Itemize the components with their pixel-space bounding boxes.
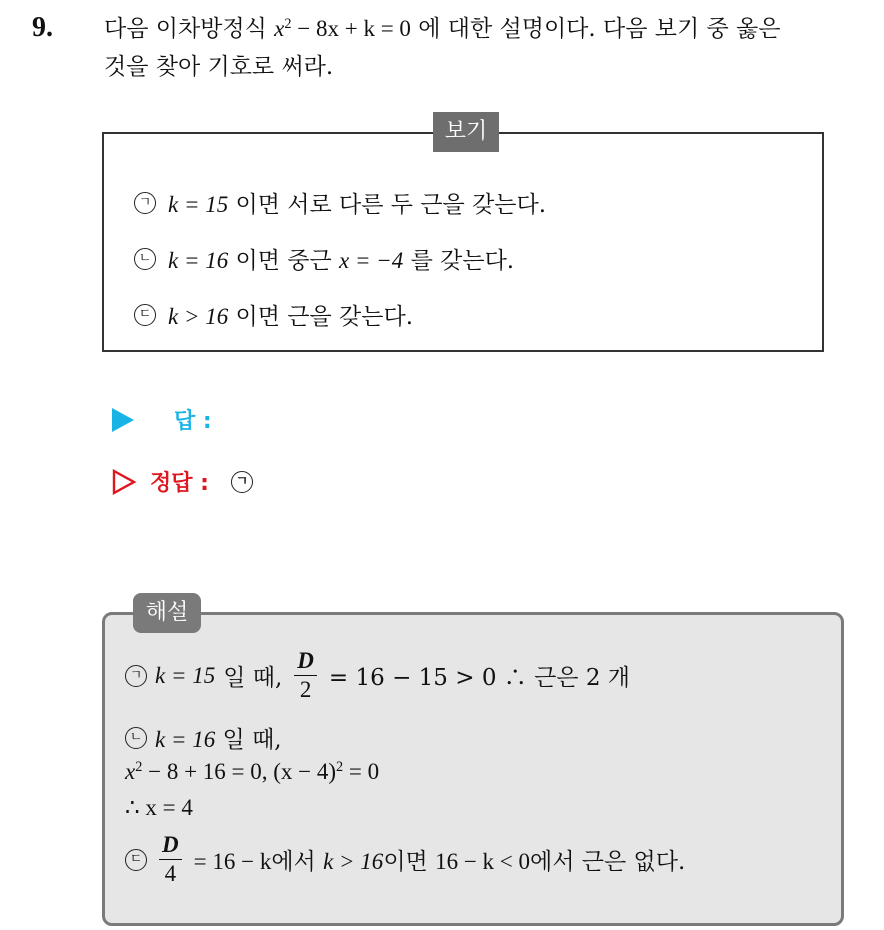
bogi-item-3: [134, 298, 413, 331]
correct-answer-row: [112, 466, 253, 497]
explanation-line-1-text: 일 때,: [223, 665, 283, 692]
explanation-line-5-text-f: 에서 근은 없다.: [530, 849, 686, 876]
explanation-line-1-math: k = 15: [155, 662, 216, 688]
question-text: [104, 10, 874, 86]
explanation-line-5: [125, 833, 685, 886]
equation-rest: − 8x + k = 0: [291, 16, 411, 41]
explanation-line-3-rest2: = 0: [343, 759, 380, 784]
fraction-denominator: 2: [299, 677, 312, 703]
bogi-item-2-math2: x = −4: [339, 248, 404, 273]
answer-row: [112, 404, 212, 435]
play-filled-icon: [112, 408, 134, 432]
answer-label: 답 :: [174, 409, 212, 434]
explanation-line-5-math-a: = 16 − k: [193, 849, 272, 875]
circled-digeut-marker: ㄷ: [125, 849, 147, 871]
bogi-item-2: [134, 242, 514, 275]
correct-answer-label: 정답 :: [150, 471, 209, 496]
bogi-item-2-math: k = 16: [168, 248, 229, 273]
circled-digeut-marker: ㄷ: [134, 304, 156, 326]
bogi-box: [102, 119, 824, 352]
explanation-line-2-math: k = 16: [155, 727, 216, 752]
explanation-line-5-math-c: k > 16: [323, 849, 384, 875]
explanation-line-5-math-e: 16 − k < 0: [435, 849, 531, 875]
explanation-line-1: [125, 649, 630, 702]
explanation-box: [102, 600, 844, 926]
bogi-item-1-math: k = 15: [168, 192, 229, 217]
fraction-numerator: D: [294, 649, 317, 676]
fraction-d-over-2: [294, 649, 317, 702]
question-line-2: 것을 찾아 기호로 써라.: [104, 54, 334, 80]
explanation-line-3-rest: − 8 + 16 = 0, (x − 4): [142, 759, 337, 784]
bogi-item-2-text-b: 를 갖는다.: [403, 248, 515, 274]
bogi-item-3-math: k > 16: [168, 304, 229, 329]
explanation-line-2: [125, 721, 282, 754]
bogi-item-2-text-a: 이면 중근: [228, 248, 340, 274]
question-number: 9.: [32, 12, 53, 43]
question-line-1: [104, 10, 874, 48]
bogi-item-3-text: 이면 근을 갖는다.: [228, 304, 414, 330]
explanation-line-3-exp2: 2: [336, 759, 344, 776]
circled-giyeok-marker: ㄱ: [125, 665, 147, 687]
fraction-numerator: D: [159, 833, 182, 860]
circled-giyeok-marker: ㄱ: [134, 192, 156, 214]
explanation-line-5-text-d: 이면: [383, 849, 436, 876]
explanation-line-1-rest: = 16 − 15 > 0 ∴ 근은 2 개: [328, 665, 630, 692]
equation-x: x: [274, 16, 285, 41]
equation-exponent: 2: [284, 16, 292, 33]
play-outline-icon: [112, 469, 136, 495]
question-text-b: 에 대한 설명이다. 다음 보기 중 옳은: [410, 16, 781, 42]
explanation-line-3-exp: 2: [135, 759, 143, 776]
explanation-line-4: [125, 795, 193, 821]
explanation-line-3: [125, 759, 379, 785]
correct-answer-marker: ㄱ: [231, 471, 253, 493]
bogi-item-1-text: 이면 서로 다른 두 근을 갖는다.: [228, 192, 547, 218]
explanation-line-4-math: ∴ x = 4: [125, 795, 193, 820]
circled-nieun-marker: ㄴ: [134, 248, 156, 270]
bogi-title: 보기: [433, 112, 499, 152]
explanation-title: 해설: [133, 593, 201, 633]
fraction-denominator: 4: [164, 861, 177, 887]
bogi-item-1: [134, 186, 546, 219]
explanation-line-5-text-b: 에서: [271, 849, 324, 876]
question-text-a: 다음 이차방정식: [104, 16, 275, 42]
explanation-line-3-x: x: [125, 759, 136, 784]
explanation-line-2-text: 일 때,: [215, 727, 282, 753]
circled-nieun-marker: ㄴ: [125, 727, 147, 749]
fraction-d-over-4: [159, 833, 182, 886]
